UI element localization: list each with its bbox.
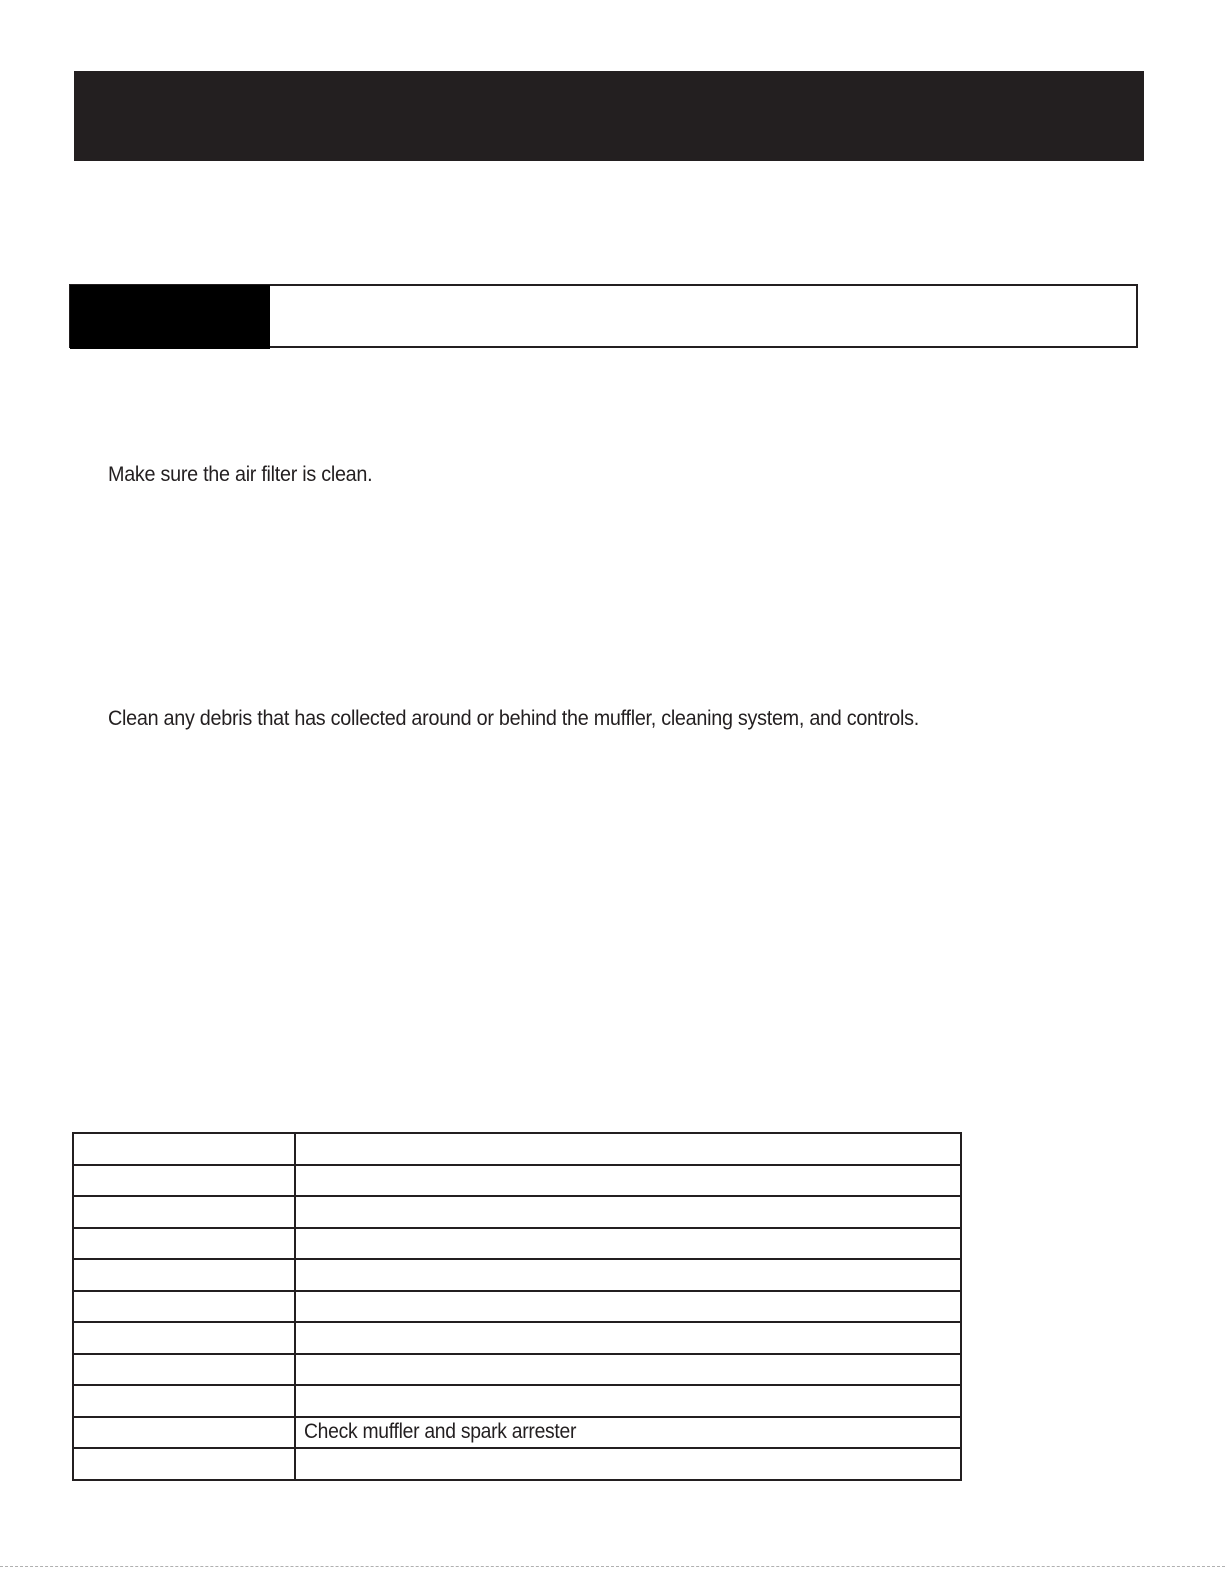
table-row: [73, 1165, 961, 1197]
table-row: [73, 1385, 961, 1417]
table-cell-interval: [73, 1196, 295, 1228]
table-cell-interval: [73, 1259, 295, 1291]
table-cell-task: [295, 1322, 961, 1354]
table-row: [73, 1196, 961, 1228]
notice-label-block: [70, 285, 270, 349]
table-cell-task: [295, 1165, 961, 1197]
table-cell-task: [295, 1385, 961, 1417]
table-cell-task: [295, 1354, 961, 1386]
section-header-bar: [74, 71, 1144, 161]
table-cell-interval: [73, 1417, 295, 1449]
table-row: [73, 1228, 961, 1260]
table-row: [73, 1291, 961, 1323]
table-cell-interval: [73, 1165, 295, 1197]
air-filter-instruction: Make sure the air filter is clean.: [108, 462, 373, 486]
maintenance-schedule-table: [72, 1132, 962, 1481]
table-row: [73, 1448, 961, 1480]
table-row: [73, 1259, 961, 1291]
table-cell-task: [295, 1448, 961, 1480]
table-cell-interval: [73, 1228, 295, 1260]
page-bottom-divider: [0, 1566, 1225, 1567]
debris-cleaning-instruction: Clean any debris that has collected around or behind the muffler, cleaning system, and controls.: [108, 706, 919, 730]
table-cell-task: [295, 1133, 961, 1165]
table-row: [73, 1322, 961, 1354]
table-cell-interval: [73, 1133, 295, 1165]
table-cell-task: [295, 1196, 961, 1228]
table-cell-task: Check muffler and spark arrester: [295, 1417, 961, 1449]
notice-callout: [69, 284, 1138, 348]
table-cell-task: [295, 1259, 961, 1291]
table-cell-interval: [73, 1385, 295, 1417]
table-cell-interval: [73, 1354, 295, 1386]
table-row: [73, 1354, 961, 1386]
table-cell-interval: [73, 1448, 295, 1480]
table-cell-task: [295, 1228, 961, 1260]
table-row: [73, 1417, 961, 1449]
table-cell-task: [295, 1291, 961, 1323]
table-cell-interval: [73, 1291, 295, 1323]
table-cell-interval: [73, 1322, 295, 1354]
table-row: [73, 1133, 961, 1165]
